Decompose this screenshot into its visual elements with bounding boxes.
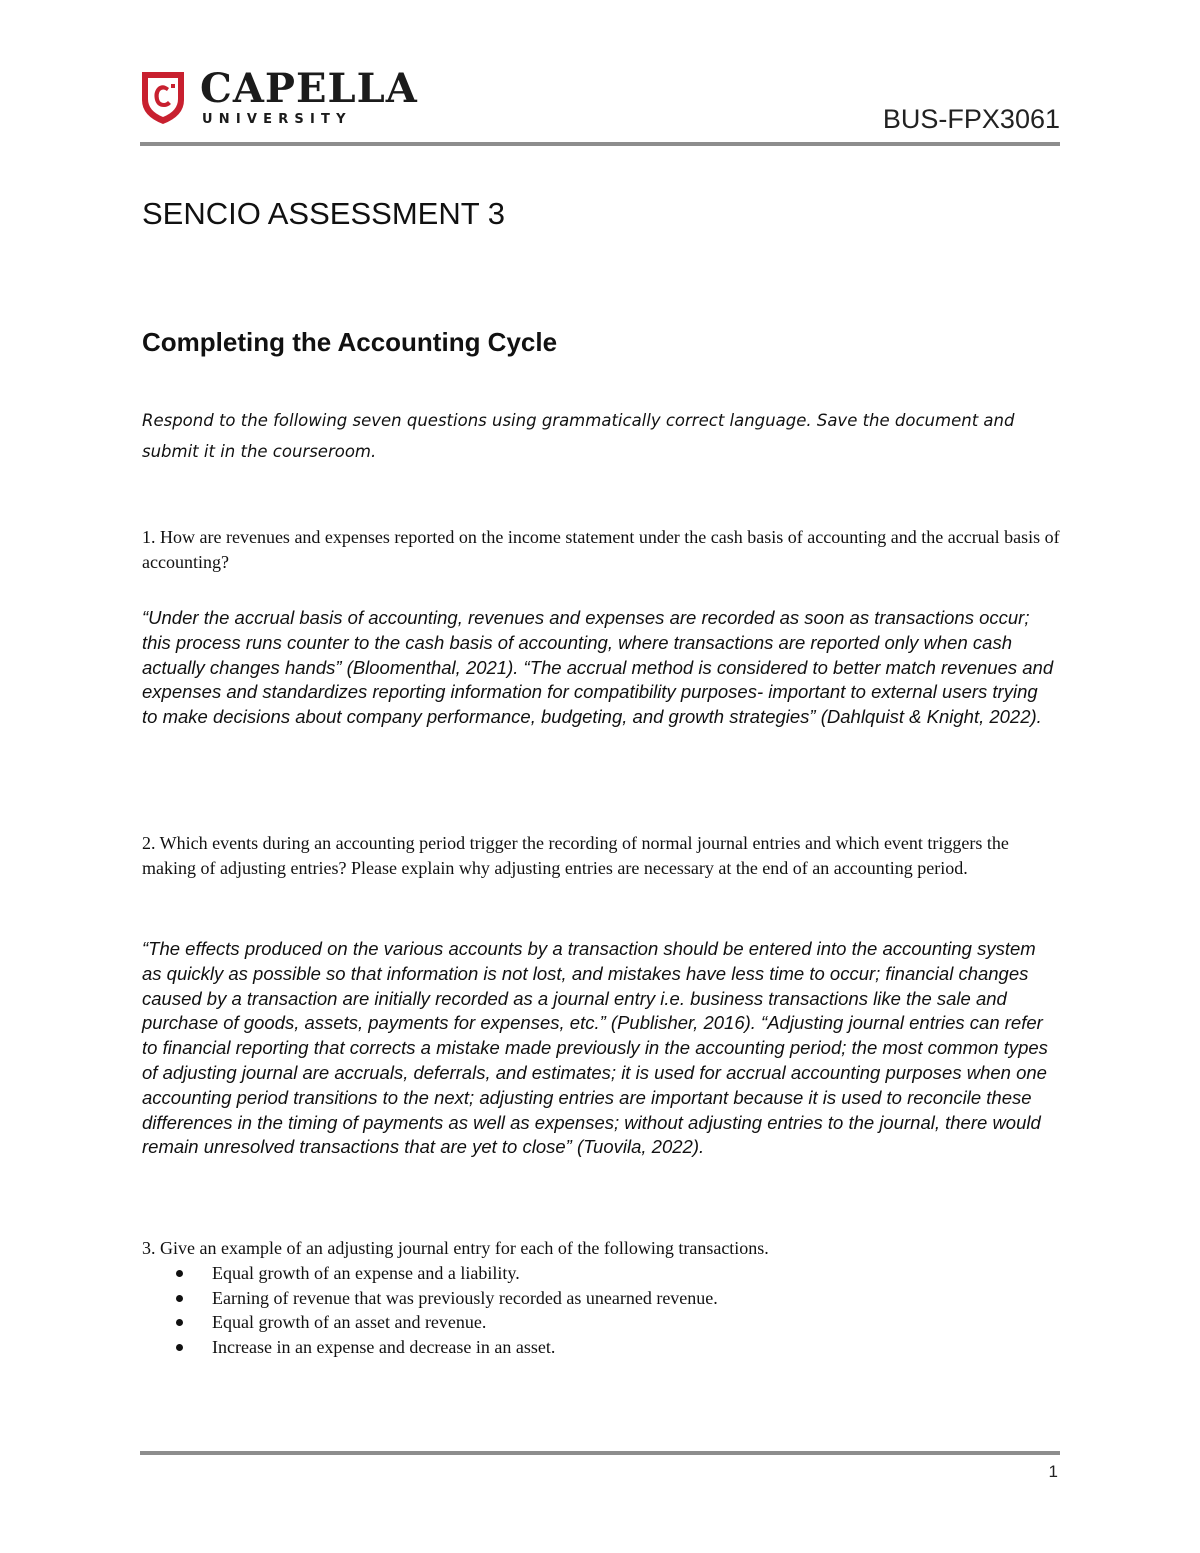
capella-shield-icon bbox=[140, 70, 186, 126]
bullet-dot-icon bbox=[176, 1295, 183, 1302]
answer-1: “Under the accrual basis of accounting, revenues and expenses are recorded as soon as transactions occur; this process runs counter to the cash basis of accounting, where transactions are reported only when cash actually changes hands” (Bloomenthal, 2021). “The accrual method is considered to better match revenues and expenses and standardizes reporting information for compatibility purposes- important to external users trying to make decisions about company performance, budgeting, and growth strategies” (Dahlquist & Knight, 2022). bbox=[142, 607, 1054, 728]
section-title: Completing the Accounting Cycle bbox=[142, 327, 558, 357]
bullet-dot-icon bbox=[176, 1344, 183, 1351]
question-1: 1. How are revenues and expenses reported on the income statement under the cash basis of accounting and the accrual basis of accounting? bbox=[142, 527, 1060, 572]
capella-logo bbox=[140, 66, 440, 136]
instructions: Respond to the following seven questions using grammatically correct language. Save the document and submit it in the courseroom. bbox=[142, 411, 1015, 461]
bullet-item bbox=[142, 1286, 1042, 1311]
bullet-dot-icon bbox=[176, 1270, 183, 1277]
bullet-item bbox=[142, 1261, 1042, 1286]
footer-divider bbox=[140, 1451, 1060, 1455]
page-header bbox=[140, 66, 1060, 144]
bullet-text: Equal growth of an asset and revenue. bbox=[212, 1312, 487, 1332]
page-number: 1 bbox=[1048, 1462, 1058, 1481]
assessment-title: SENCIO ASSESSMENT 3 bbox=[142, 196, 505, 231]
question-2: 2. Which events during an accounting period trigger the recording of normal journal entries and which event triggers the making of adjusting entries? Please explain why adjusting entries are necessary at the end of an accounting period. bbox=[142, 833, 1009, 878]
bullet-item bbox=[142, 1335, 1042, 1360]
question-3-bullet-list bbox=[142, 1261, 1042, 1359]
answer-2: “The effects produced on the various accounts by a transaction should be entered into the accounting system as quickly as possible so that information is not lost, and mistakes have less time to occur; financial changes caused by a transaction are initially recorded as a journal entry i.e. business transactions like the sale and purchase of goods, assets, payments for expenses, etc.” (Publisher, 2016). “Adjusting journal entries can refer to financial reporting that corrects a mistake made previously in the accounting period; the most common types of adjusting journal are accruals, deferrals, and estimates; it is used for accrual accounting purposes when one accounting period transitions to the next; adjusting entries are important because it is used to reconcile these differences in the timing of payments as well as expenses; without adjusting entries to the journal, there would remain unresolved transactions that are yet to close” (Tuovila, 2022). bbox=[142, 938, 1048, 1158]
bullet-item bbox=[142, 1310, 1042, 1335]
bullet-text: Increase in an expense and decrease in an asset. bbox=[212, 1336, 556, 1357]
logo-wordmark: CAPELLA bbox=[200, 65, 418, 112]
course-code: BUS-FPX3061 bbox=[882, 104, 1060, 134]
header-divider bbox=[140, 142, 1060, 146]
logo-subtitle: UNIVERSITY bbox=[202, 112, 352, 127]
bullet-text: Earning of revenue that was previously recorded as unearned revenue. bbox=[212, 1287, 718, 1308]
bullet-text: Equal growth of an expense and a liability. bbox=[212, 1263, 520, 1283]
question-3: 3. Give an example of an adjusting journal entry for each of the following transactions. bbox=[142, 1238, 769, 1258]
bullet-dot-icon bbox=[176, 1319, 183, 1326]
